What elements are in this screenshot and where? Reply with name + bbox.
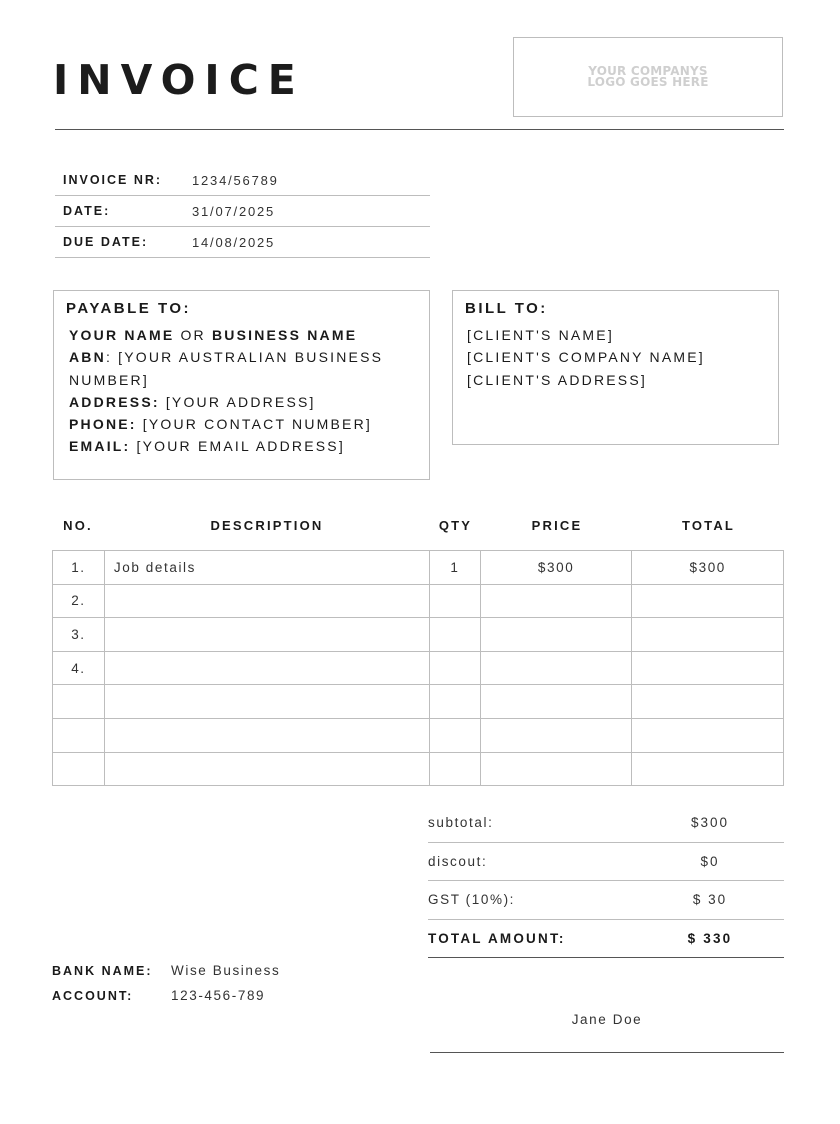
row-price: [481, 585, 633, 618]
row-price: [481, 685, 633, 718]
logo-text-line2: LOGO GOES HERE: [587, 75, 709, 89]
row-price: [481, 618, 633, 651]
total-amount-label: TOTAL AMOUNT:: [428, 931, 566, 947]
gst-row: [428, 881, 784, 920]
bank-name-label: BANK NAME:: [52, 963, 153, 978]
meta-label: DUE DATE:: [63, 235, 149, 249]
address-value: [YOUR ADDRESS]: [165, 393, 316, 410]
row-description: [105, 719, 430, 752]
row-qty: [430, 719, 481, 752]
payable-to-box: [53, 290, 430, 480]
account-row: [52, 983, 280, 1008]
header-total: TOTAL: [681, 518, 736, 533]
row-qty: [430, 585, 481, 618]
payee-email-line: [69, 435, 417, 457]
row-total: [632, 585, 783, 618]
row-price: $300: [481, 551, 633, 584]
due-date-value: 14/08/2025: [192, 234, 276, 250]
client-company-name: [CLIENT'S COMPANY NAME]: [467, 349, 705, 366]
table-row: [53, 551, 783, 585]
row-total: [632, 753, 783, 786]
payee-address-line: [69, 391, 417, 413]
row-description: [105, 753, 430, 786]
header-qty: QTY: [438, 518, 473, 533]
gst-value: $ 30: [692, 892, 728, 908]
phone-value: [YOUR CONTACT NUMBER]: [142, 416, 372, 433]
subtotal-value: $300: [690, 815, 730, 831]
items-table-header: [52, 518, 784, 540]
row-no: [53, 753, 105, 786]
subtotal-row: [428, 804, 784, 843]
table-row: [53, 753, 783, 787]
meta-row-invoice-number: [55, 165, 430, 196]
logo-placeholder: [513, 37, 783, 117]
meta-row-date: [55, 196, 430, 227]
bank-name-value: Wise Business: [171, 963, 281, 978]
row-no: [53, 685, 105, 718]
payee-business-name: BUSINESS NAME: [211, 327, 358, 343]
table-row: [53, 685, 783, 719]
row-no: 2.: [53, 585, 105, 618]
header-no: NO.: [63, 518, 93, 533]
header-description: DESCRIPTION: [210, 518, 324, 533]
payee-name: YOUR NAME: [69, 327, 175, 343]
meta-label: INVOICE NR:: [63, 173, 163, 187]
table-row: [53, 585, 783, 619]
discount-label: discout:: [428, 853, 488, 869]
payable-to-heading: PAYABLE TO:: [66, 300, 192, 317]
row-no: [53, 719, 105, 752]
logo-text-line1: YOUR COMPANYS: [588, 64, 708, 78]
payee-abn-line: [69, 346, 417, 391]
row-total: [632, 685, 783, 718]
row-no: 1.: [53, 551, 105, 584]
row-qty: [430, 753, 481, 786]
row-total: $300: [689, 559, 726, 575]
total-amount-row: [428, 920, 784, 959]
row-no: 3.: [53, 618, 105, 651]
bank-name-row: [52, 958, 280, 983]
email-label: EMAIL:: [69, 438, 131, 455]
abn-label: ABN: [69, 349, 106, 366]
total-amount-value: $ 330: [687, 931, 733, 947]
row-description: Job details: [105, 551, 430, 584]
row-price: [481, 753, 633, 786]
row-total: [632, 652, 783, 685]
bill-to-heading: BILL TO:: [465, 300, 548, 317]
client-address: [CLIENT'S ADDRESS]: [467, 371, 647, 388]
row-description: [105, 652, 430, 685]
discount-row: [428, 843, 784, 882]
invoice-meta: [55, 165, 430, 258]
table-row: [53, 719, 783, 753]
row-qty: 1: [430, 551, 481, 584]
invoice-number-value: 1234/56789: [192, 172, 279, 188]
row-price: [481, 719, 633, 752]
row-total: [632, 719, 783, 752]
abn-value: : [YOUR AUSTRALIAN BUSINESS NUMBER]: [69, 349, 384, 388]
account-value: 123-456-789: [171, 988, 266, 1003]
subtotal-label: subtotal:: [428, 815, 494, 831]
address-label: ADDRESS:: [69, 393, 160, 410]
table-row: [53, 652, 783, 686]
email-value: [YOUR EMAIL ADDRESS]: [136, 438, 345, 455]
signer-name: Jane Doe: [571, 1012, 643, 1027]
table-row: [53, 618, 783, 652]
discount-value: $0: [700, 853, 720, 869]
row-qty: [430, 652, 481, 685]
row-description: [105, 585, 430, 618]
row-no: 4.: [53, 652, 105, 685]
items-table: [52, 550, 784, 786]
gst-label: GST (10%):: [428, 892, 516, 908]
bill-to-box: [452, 290, 779, 445]
header-divider: [55, 129, 784, 130]
payee-phone-line: [69, 413, 417, 435]
account-label: ACCOUNT:: [52, 988, 134, 1003]
row-total: [632, 618, 783, 651]
totals-section: [428, 804, 784, 958]
meta-row-due-date: [55, 227, 430, 258]
row-qty: [430, 618, 481, 651]
meta-label: DATE:: [63, 204, 111, 218]
row-qty: [430, 685, 481, 718]
payee-or: OR: [180, 327, 206, 343]
bank-details: [52, 958, 280, 1008]
row-description: [105, 685, 430, 718]
signature-line: [430, 1052, 784, 1053]
row-price: [481, 652, 633, 685]
date-value: 31/07/2025: [192, 203, 276, 219]
row-description: [105, 618, 430, 651]
client-name: [CLIENT'S NAME]: [467, 327, 614, 343]
header-price: PRICE: [531, 518, 583, 533]
phone-label: PHONE:: [69, 416, 137, 433]
payee-name-line: [69, 324, 417, 346]
invoice-title: INVOICE: [53, 56, 305, 104]
